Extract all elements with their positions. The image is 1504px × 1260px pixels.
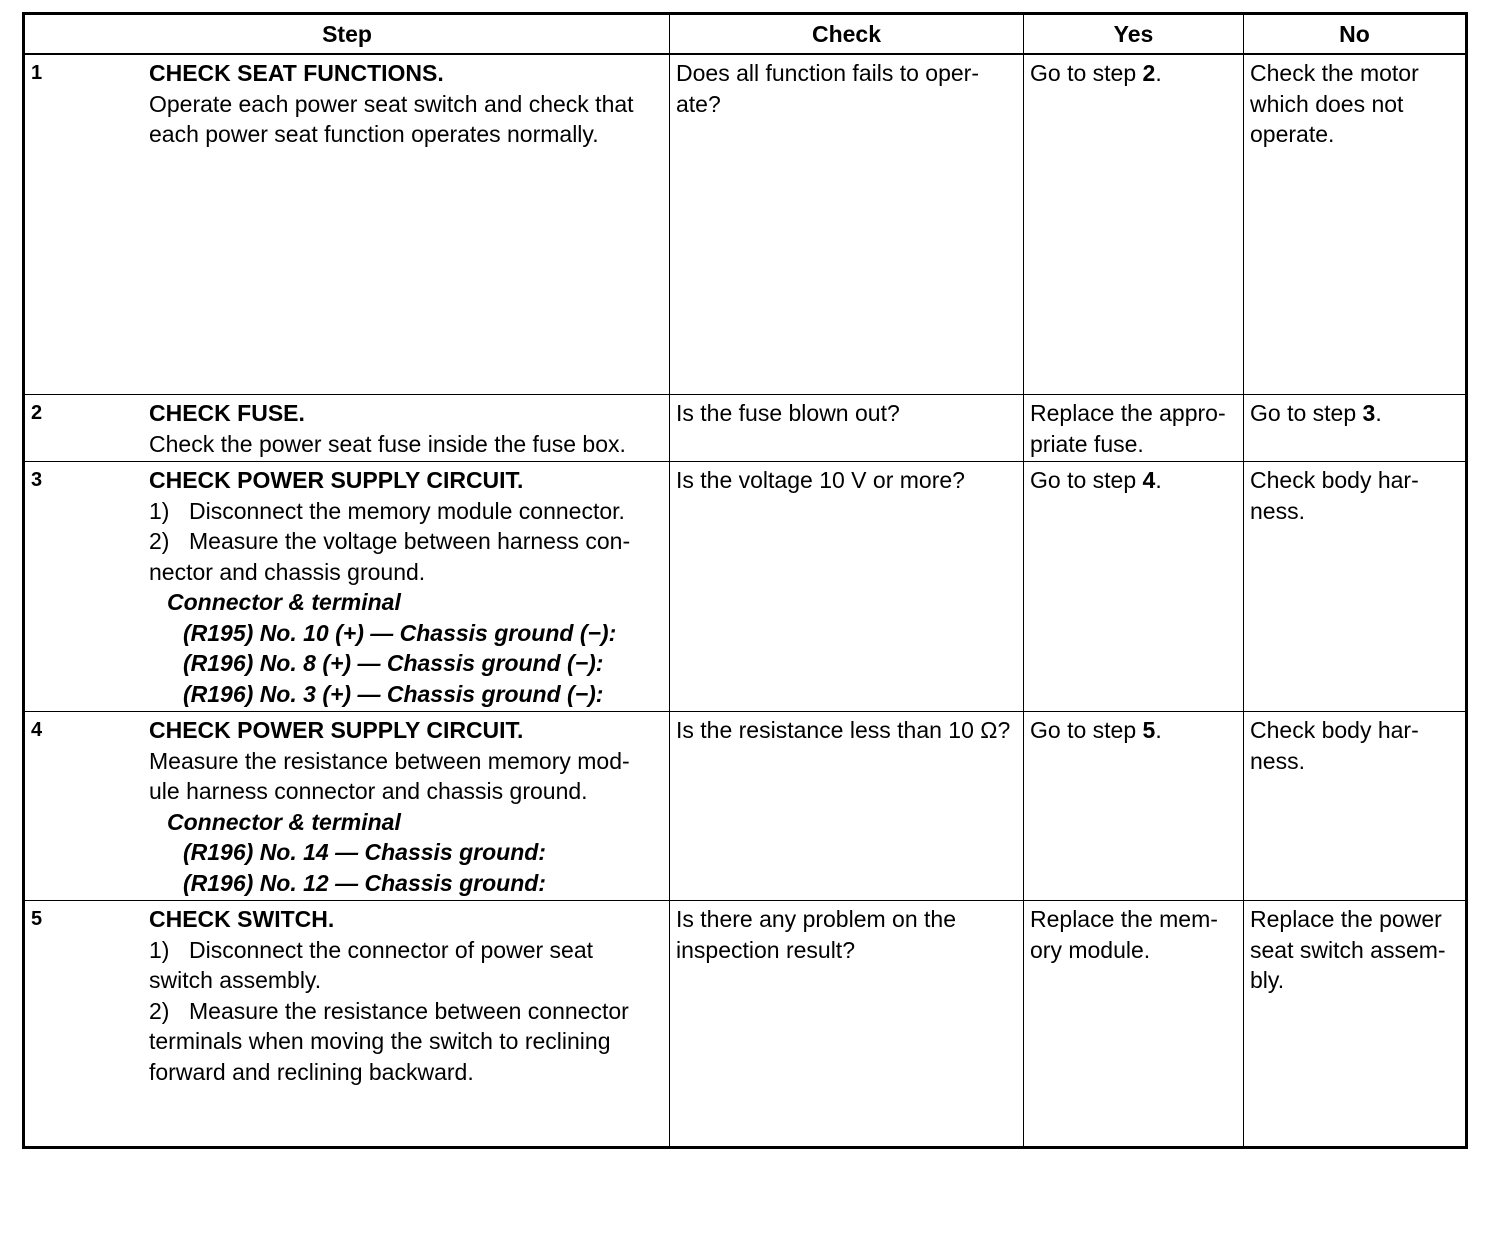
step-text: Measure the resistance between memory mod-ule harness connector and chassis ground. — [149, 747, 630, 804]
check-cell: Is the resistance less than 10 Ω? — [670, 712, 1024, 901]
step-item-number: 2) — [149, 528, 170, 554]
step-title: CHECK SEAT FUNCTIONS. — [149, 60, 444, 86]
no-cell: Check body har-ness. — [1244, 712, 1467, 901]
connector-spec: (R196) No. 12 — Chassis ground: — [183, 869, 546, 896]
yes-text-end: . — [1155, 60, 1162, 86]
table-row — [24, 712, 1467, 901]
step-cell — [24, 54, 670, 395]
header-row — [24, 14, 1467, 55]
step-item — [149, 526, 659, 587]
yes-step-ref: 4 — [1142, 467, 1156, 493]
yes-cell — [1024, 54, 1244, 395]
connector-heading: Connector & terminal — [167, 808, 401, 835]
no-text-end: . — [1375, 400, 1382, 426]
yes-cell: Replace the appro-priate fuse. — [1024, 395, 1244, 462]
connector-heading: Connector & terminal — [167, 589, 401, 615]
check-cell: Does all function fails to oper-ate? — [670, 54, 1024, 395]
step-cell — [24, 712, 670, 901]
header-no: No — [1244, 14, 1467, 55]
no-cell: Replace the power seat switch assem-bly. — [1244, 901, 1467, 1148]
connector-spec: (R195) No. 10 (+) — Chassis ground (−): — [183, 619, 617, 646]
step-item — [149, 996, 659, 1088]
diagnostic-table — [22, 12, 1468, 1149]
step-title: CHECK SWITCH. — [149, 906, 335, 932]
no-step-ref: 3 — [1362, 400, 1376, 426]
step-body — [149, 398, 663, 459]
step-item-text: Measure the voltage between harness con-nector and chassis ground. — [149, 528, 631, 585]
step-number: 2 — [31, 402, 43, 424]
yes-text-end: . — [1155, 717, 1162, 743]
check-cell: Is there any problem on the inspection result? — [670, 901, 1024, 1148]
check-cell: Is the voltage 10 V or more? — [670, 462, 1024, 712]
check-cell: Is the fuse blown out? — [670, 395, 1024, 462]
step-body — [149, 465, 663, 709]
header-check: Check — [670, 14, 1024, 55]
connector-spec: (R196) No. 8 (+) — Chassis ground (−): — [183, 650, 604, 676]
step-item-text: Measure the resistance between connector terminals when moving the switch to reclining forward and reclining backward. — [149, 997, 629, 1085]
no-text: Go to step — [1250, 400, 1363, 426]
yes-text: Go to step — [1030, 60, 1143, 86]
step-number: 5 — [31, 908, 43, 930]
no-cell: Check body har-ness. — [1244, 462, 1467, 712]
step-item-number: 1) — [149, 497, 170, 524]
step-cell — [24, 462, 670, 712]
step-body — [149, 904, 663, 1087]
no-cell — [1244, 395, 1467, 462]
table-row — [24, 901, 1467, 1148]
step-item-number: 2) — [149, 997, 170, 1024]
step-title: CHECK POWER SUPPLY CIRCUIT. — [149, 467, 524, 493]
step-body — [149, 715, 663, 898]
step-item — [149, 496, 659, 527]
connector-spec: (R196) No. 3 (+) — Chassis ground (−): — [183, 680, 604, 707]
header-yes: Yes — [1024, 14, 1244, 55]
connector-spec: (R196) No. 14 — Chassis ground: — [183, 839, 546, 865]
step-body — [149, 58, 663, 150]
step-text: Operate each power seat switch and check that each power seat function operates normally. — [149, 90, 634, 147]
yes-step-ref: 5 — [1142, 717, 1156, 743]
step-text: Check the power seat fuse inside the fuse box. — [149, 430, 626, 457]
step-item-text: Disconnect the memory module connector. — [189, 497, 625, 524]
yes-cell — [1024, 462, 1244, 712]
table-row — [24, 462, 1467, 712]
yes-text: Go to step — [1030, 467, 1143, 493]
step-item — [149, 935, 659, 996]
yes-cell: Replace the mem-ory module. — [1024, 901, 1244, 1148]
table-row — [24, 54, 1467, 395]
header-step: Step — [24, 14, 670, 55]
step-title: CHECK FUSE. — [149, 400, 305, 426]
table-row — [24, 395, 1467, 462]
yes-text: Go to step — [1030, 717, 1143, 743]
yes-cell — [1024, 712, 1244, 901]
step-number: 4 — [31, 719, 43, 741]
step-item-number: 1) — [149, 936, 170, 963]
yes-step-ref: 2 — [1142, 60, 1156, 86]
step-cell — [24, 395, 670, 462]
step-title: CHECK POWER SUPPLY CIRCUIT. — [149, 717, 524, 743]
no-cell: Check the motor which does not operate. — [1244, 54, 1467, 395]
step-cell — [24, 901, 670, 1148]
yes-text-end: . — [1155, 467, 1162, 493]
step-item-text: Disconnect the connector of power seat switch assembly. — [149, 936, 594, 993]
step-number: 3 — [31, 469, 43, 491]
step-number: 1 — [31, 62, 43, 84]
